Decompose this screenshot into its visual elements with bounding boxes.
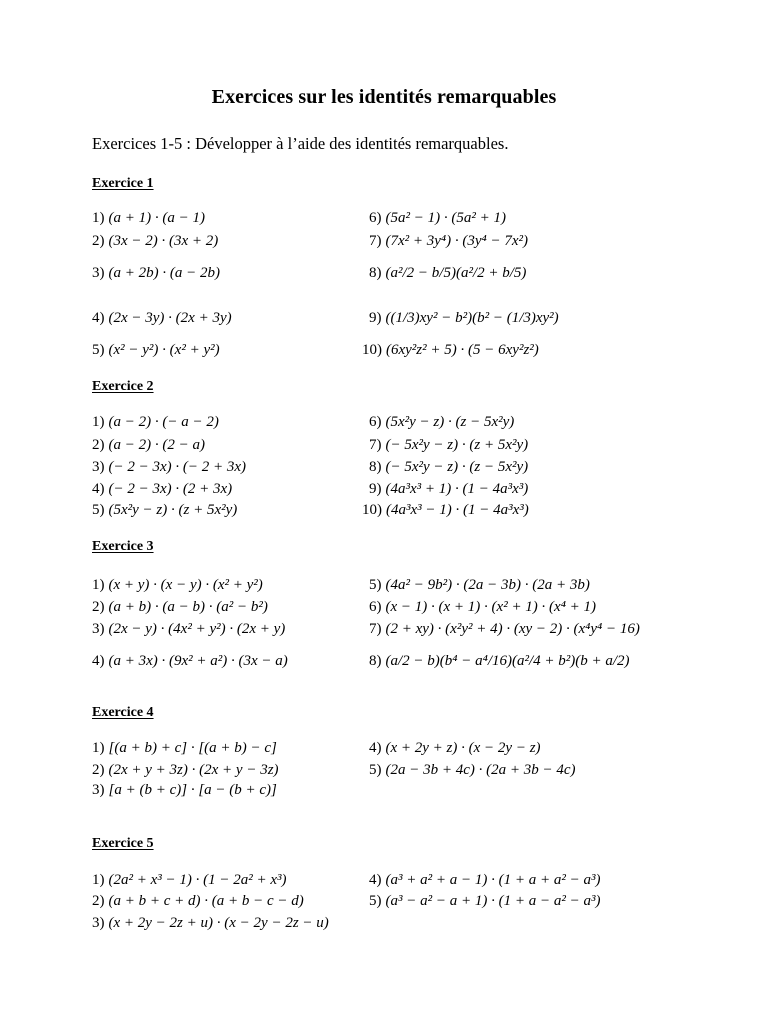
expression: (a + b) · (a − b) · (a² − b²) — [108, 599, 268, 615]
expression: (a/2 − b)(b⁴ − a⁴/16)(a²/4 + b²)(b + a/2) — [385, 653, 630, 669]
item-number: 3) — [92, 621, 105, 637]
ex4-item-2 — [92, 763, 279, 778]
expression: (x + 2y + z) · (x − 2y − z) — [385, 740, 541, 756]
exercise-3-heading: Exercice 3 — [92, 539, 154, 554]
item-number: 4) — [369, 740, 382, 756]
expression: (5x²y − z) · (z + 5x²y) — [108, 502, 238, 518]
expression: (2x + y + 3z) · (2x + y − 3z) — [108, 762, 279, 778]
ex2-item-5 — [92, 503, 237, 518]
item-number: 5) — [369, 577, 382, 593]
expression: (a³ − a² − a + 1) · (1 + a − a² − a³) — [385, 893, 601, 909]
expression: (5x²y − z) · (z − 5x²y) — [385, 414, 515, 430]
item-number: 1) — [92, 740, 105, 756]
ex4-item-3 — [92, 783, 277, 798]
item-number: 7) — [369, 233, 382, 249]
expression: (− 2 − 3x) · (2 + 3x) — [108, 481, 233, 497]
item-number: 7) — [369, 437, 382, 453]
item-number: 7) — [369, 621, 382, 637]
ex4-item-1 — [92, 741, 277, 756]
expression: (4a² − 9b²) · (2a − 3b) · (2a + 3b) — [385, 577, 590, 593]
ex1-item-1 — [92, 211, 205, 226]
item-number: 9) — [369, 310, 382, 326]
exercise-5-heading: Exercice 5 — [92, 836, 154, 851]
expression: (6xy²z² + 5) · (5 − 6xy²z²) — [386, 342, 539, 358]
expression: [a + (b + c)] · [a − (b + c)] — [108, 782, 277, 798]
ex1-item-4 — [92, 311, 232, 326]
item-number: 6) — [369, 414, 382, 430]
ex1-item-5 — [92, 343, 220, 358]
item-number: 6) — [369, 210, 382, 226]
ex5-item-4 — [369, 873, 600, 888]
ex5-item-5 — [369, 894, 600, 909]
expression: (a + 3x) · (9x² + a²) · (3x − a) — [108, 653, 288, 669]
item-number: 2) — [92, 599, 105, 615]
item-number: 10) — [362, 502, 382, 518]
ex3-item-3 — [92, 622, 285, 637]
instructions: Exercices 1-5 : Développer à l’aide des identités remarquables. — [92, 134, 509, 153]
expression: [(a + b) + c] · [(a + b) − c] — [108, 740, 277, 756]
expression: (2a² + x³ − 1) · (1 − 2a² + x³) — [108, 872, 287, 888]
ex3-item-8 — [369, 654, 630, 669]
item-number: 10) — [362, 342, 382, 358]
item-number: 4) — [92, 310, 105, 326]
item-number: 5) — [92, 502, 105, 518]
exercise-4-heading: Exercice 4 — [92, 705, 154, 720]
expression: (2a − 3b + 4c) · (2a + 3b − 4c) — [385, 762, 576, 778]
expression: (− 5x²y − z) · (z − 5x²y) — [385, 459, 529, 475]
expression: (a + 1) · (a − 1) — [108, 210, 205, 226]
item-number: 8) — [369, 653, 382, 669]
exercise-1-heading: Exercice 1 — [92, 176, 154, 191]
ex1-item-8 — [369, 266, 526, 281]
ex2-item-10 — [362, 503, 529, 518]
item-number: 8) — [369, 459, 382, 475]
ex1-item-7 — [369, 234, 528, 249]
ex3-item-1 — [92, 578, 263, 593]
ex4-item-5 — [369, 763, 576, 778]
item-number: 2) — [92, 762, 105, 778]
item-number: 4) — [92, 653, 105, 669]
expression: (x − 1) · (x + 1) · (x² + 1) · (x⁴ + 1) — [385, 599, 597, 615]
expression: (− 2 − 3x) · (− 2 + 3x) — [108, 459, 247, 475]
item-number: 2) — [92, 893, 105, 909]
item-number: 1) — [92, 210, 105, 226]
expression: (a − 2) · (− a − 2) — [108, 414, 219, 430]
ex2-item-8 — [369, 460, 528, 475]
expression: (a − 2) · (2 − a) — [108, 437, 205, 453]
ex2-item-3 — [92, 460, 246, 475]
item-number: 3) — [92, 459, 105, 475]
ex1-item-9 — [369, 311, 559, 326]
expression: (5a² − 1) · (5a² + 1) — [385, 210, 506, 226]
item-number: 2) — [92, 437, 105, 453]
ex3-item-7 — [369, 622, 640, 637]
expression: (4a³x³ − 1) · (1 − 4a³x³) — [386, 502, 529, 518]
ex1-item-2 — [92, 234, 218, 249]
item-number: 5) — [369, 893, 382, 909]
ex4-item-4 — [369, 741, 541, 756]
ex3-item-2 — [92, 600, 268, 615]
ex2-item-7 — [369, 438, 528, 453]
item-number: 8) — [369, 265, 382, 281]
expression: (7x² + 3y⁴) · (3y⁴ − 7x²) — [385, 233, 529, 249]
item-number: 6) — [369, 599, 382, 615]
ex2-item-4 — [92, 482, 232, 497]
expression: (x² − y²) · (x² + y²) — [108, 342, 220, 358]
expression: (a²/2 − b/5)(a²/2 + b/5) — [385, 265, 527, 281]
ex3-item-6 — [369, 600, 596, 615]
item-number: 5) — [369, 762, 382, 778]
ex1-item-10 — [362, 343, 539, 358]
ex5-item-1 — [92, 873, 287, 888]
ex2-item-6 — [369, 415, 514, 430]
item-number: 4) — [369, 872, 382, 888]
ex2-item-9 — [369, 482, 528, 497]
expression: (− 5x²y − z) · (z + 5x²y) — [385, 437, 529, 453]
ex3-item-4 — [92, 654, 288, 669]
ex1-item-3 — [92, 266, 220, 281]
item-number: 9) — [369, 481, 382, 497]
expression: (x + y) · (x − y) · (x² + y²) — [108, 577, 263, 593]
expression: (3x − 2) · (3x + 2) — [108, 233, 219, 249]
ex1-item-6 — [369, 211, 506, 226]
item-number: 1) — [92, 872, 105, 888]
ex2-item-1 — [92, 415, 219, 430]
expression: (4a³x³ + 1) · (1 − 4a³x³) — [385, 481, 529, 497]
ex5-item-3 — [92, 916, 329, 931]
ex2-item-2 — [92, 438, 205, 453]
expression: (a + b + c + d) · (a + b − c − d) — [108, 893, 304, 909]
item-number: 2) — [92, 233, 105, 249]
item-number: 4) — [92, 481, 105, 497]
exercise-2-heading: Exercice 2 — [92, 379, 154, 394]
item-number: 1) — [92, 577, 105, 593]
item-number: 1) — [92, 414, 105, 430]
ex3-item-5 — [369, 578, 590, 593]
item-number: 5) — [92, 342, 105, 358]
item-number: 3) — [92, 265, 105, 281]
item-number: 3) — [92, 915, 105, 931]
expression: (x + 2y − 2z + u) · (x − 2y − 2z − u) — [108, 915, 329, 931]
expression: (2 + xy) · (x²y² + 4) · (xy − 2) · (x⁴y⁴ − 16) — [385, 621, 640, 637]
ex5-item-2 — [92, 894, 304, 909]
expression: (2x − 3y) · (2x + 3y) — [108, 310, 232, 326]
expression: (a³ + a² + a − 1) · (1 + a + a² − a³) — [385, 872, 601, 888]
expression: ((1/3)xy² − b²)(b² − (1/3)xy²) — [385, 310, 559, 326]
item-number: 3) — [92, 782, 105, 798]
expression: (a + 2b) · (a − 2b) — [108, 265, 220, 281]
page-title: Exercices sur les identités remarquables — [211, 86, 557, 108]
expression: (2x − y) · (4x² + y²) · (2x + y) — [108, 621, 286, 637]
